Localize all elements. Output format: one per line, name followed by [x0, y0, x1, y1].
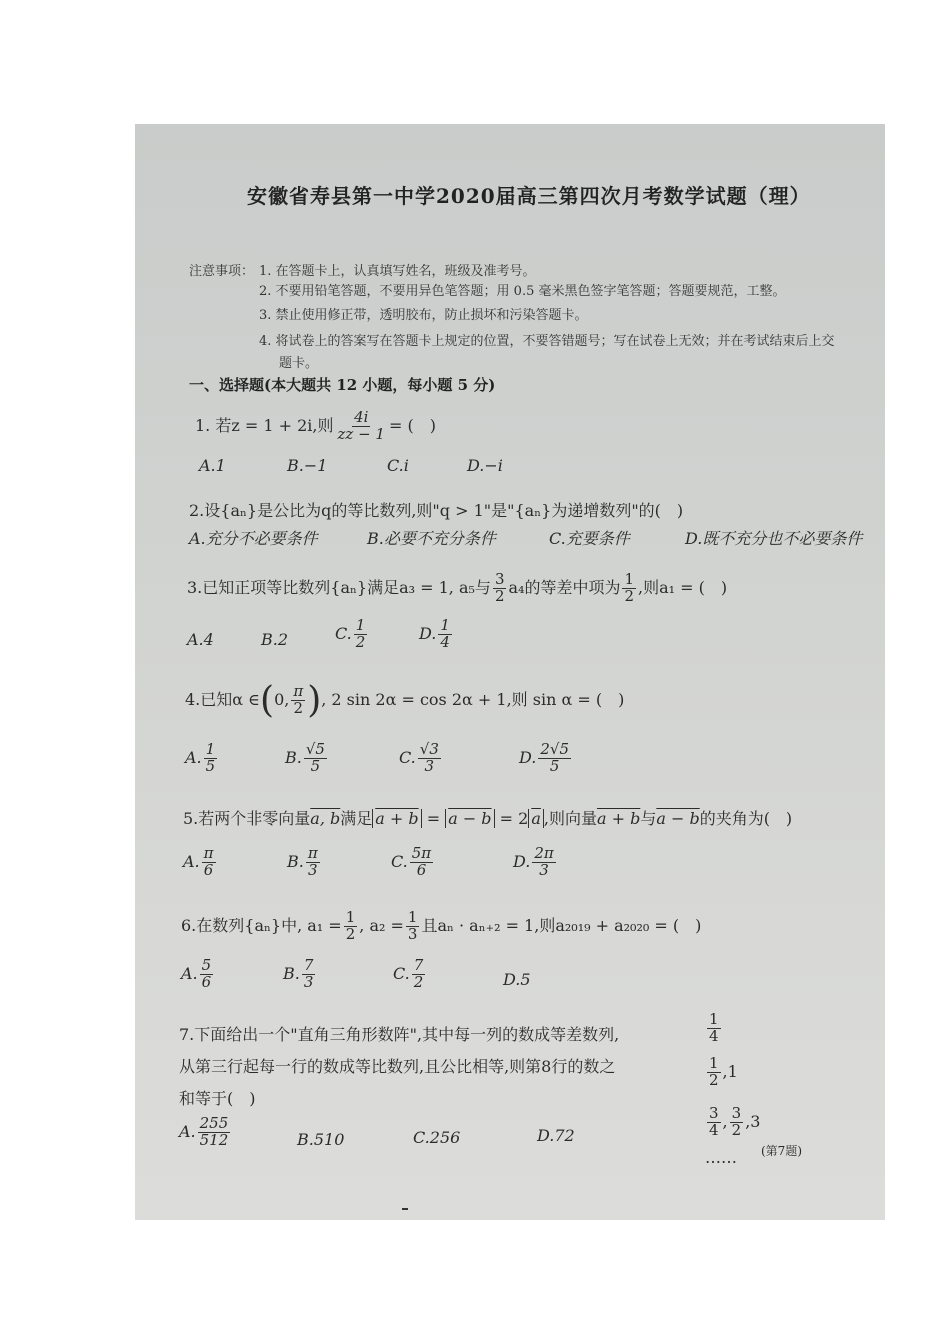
question-7-line: 从第三行起每一行的数成等比数列,且公比相等,则第8行的数之 — [179, 1057, 616, 1076]
page-mark — [402, 1208, 408, 1210]
q2-option-d: D.既不充分也不必要条件 — [685, 529, 863, 548]
q4-option-c: C. $\frac{√3}{3}$ — [399, 740, 439, 775]
q4-option-a: A. $\frac{1}{5}$ — [185, 740, 216, 775]
triangle-ellipsis: …… — [705, 1148, 737, 1167]
question-7-line: 7.下面给出一个"直角三角形数阵",其中每一列的数成等差数列, — [179, 1025, 620, 1044]
q5-option-b: B. $\frac{\pi}{3}$ — [287, 844, 318, 879]
question-1: 1. 若z = 1 + 2i,则 $\frac{4i}{zz - 1}$ = ( ) — [195, 408, 436, 443]
question-5: 5.若两个非零向量a, b满足 a + b = a − b = 2 $\overline{a}$ ,则向量a + b与a − b的夹角为( ) — [183, 809, 793, 828]
question-2: 2.设{aₙ}是公比为q的等比数列,则"q > 1"是"{aₙ}为递增数列"的( ) — [189, 501, 684, 520]
q7-option-d: D.72 — [537, 1126, 575, 1145]
triangle-row-2: $\frac{1}{2}$ ,1 — [709, 1054, 738, 1089]
q7-option-b: B.510 — [297, 1130, 345, 1149]
q3-option-c: C. $\frac{1}{2}$ — [335, 616, 366, 651]
q2-option-c: C.充要条件 — [549, 529, 630, 548]
q1-option-b: B.−1 — [287, 456, 328, 475]
q6-option-a: A. $\frac{5}{6}$ — [181, 956, 212, 991]
q3-option-d: D. $\frac{1}{4}$ — [419, 616, 450, 651]
note-item: 3. 禁止使用修正带，透明胶布，防止损坏和污染答题卡。 — [259, 308, 588, 323]
q6-option-c: C. $\frac{7}{2}$ — [393, 956, 424, 991]
q2-option-b: B.必要不充分条件 — [367, 529, 496, 548]
note-item: 4. 将试卷上的答案写在答题卡上规定的位置，不要答错题号；写在试卷上无效；并在考试结束后上交 — [259, 334, 835, 349]
q7-option-c: C.256 — [413, 1128, 461, 1147]
q1-option-c: C.i — [387, 456, 409, 475]
q5-option-d: D. $\frac{2\pi}{3}$ — [513, 844, 554, 879]
q3-option-b: B.2 — [261, 630, 289, 649]
triangle-row-3: $\frac{3}{4}$ , $\frac{3}{2}$ ,3 — [709, 1104, 761, 1139]
q6-option-b: B. $\frac{7}{3}$ — [283, 956, 314, 991]
q6-option-d: D.5 — [503, 970, 531, 989]
q5-option-c: C. $\frac{5\pi}{6}$ — [391, 844, 432, 879]
figure-caption: (第7题) — [761, 1144, 802, 1158]
note-item: 1. 在答题卡上，认真填写姓名，班级及准考号。 — [259, 264, 536, 279]
q1-stem: 1. 若z = 1 + 2i,则 — [195, 415, 334, 435]
question-3: 3.已知正项等比数列{aₙ}满足a₃ = 1, a₅与 $\frac{3}{2}$ a₄的等差中项为 $\frac{1}{2}$ ,则a₁ = ( ) — [187, 570, 728, 605]
notes-label: 注意事项： — [189, 264, 255, 279]
q1-fraction: $\frac{4i}{zz - 1}$ — [337, 408, 385, 443]
q4-option-d: D. $\frac{2√5}{5}$ — [519, 740, 569, 775]
exam-paper — [135, 124, 885, 1220]
triangle-row-1: $\frac{1}{4}$ — [709, 1010, 719, 1045]
exam-title: 安徽省寿县第一中学2020届高三第四次月考数学试题（理） — [247, 184, 811, 208]
note-item: 2. 不要用铅笔答题，不要用异色笔答题；用 0.5 毫米黑色签字笔答题；答题要规范，工整。 — [259, 284, 786, 299]
q1-option-d: D.−i — [467, 456, 503, 475]
q5-option-a: A. $\frac{\pi}{6}$ — [183, 844, 214, 879]
question-7-line: 和等于( ) — [179, 1089, 256, 1108]
q4-option-b: B. $\frac{√5}{5}$ — [285, 740, 325, 775]
section-heading: 一、选择题(本大题共 12 小题，每小题 5 分) — [189, 376, 496, 394]
question-6: 6.在数列{aₙ}中, a₁ = $\frac{1}{2}$ , a₂ = $\frac{1}{3}$ 且aₙ · aₙ₊₂ = 1,则a₂₀₁₉ + a₂₀₂₀ = ( ) — [181, 908, 702, 943]
q1-option-a: A.1 — [199, 456, 226, 475]
q2-option-a: A.充分不必要条件 — [189, 529, 318, 548]
question-4: 4.已知α ∈(0, $\frac{\pi}{2}$ ), 2 sin 2α = cos 2α + 1,则 sin α = ( ) — [185, 680, 625, 721]
note-item: 题卡。 — [279, 356, 319, 371]
q7-option-a: A. $\frac{255}{512}$ — [179, 1114, 229, 1149]
q3-option-a: A.4 — [187, 630, 214, 649]
